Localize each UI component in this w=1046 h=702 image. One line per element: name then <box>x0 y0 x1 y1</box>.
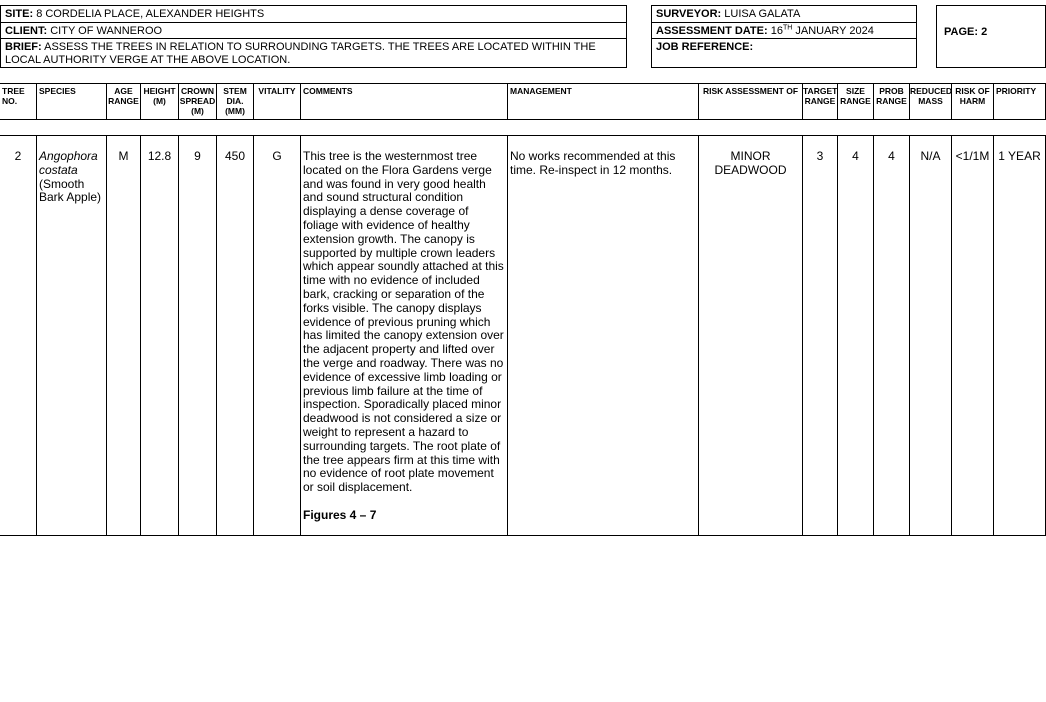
col-vitality: VITALITY <box>254 84 301 120</box>
assessment-date-suffix: TH <box>782 24 793 32</box>
col-species: SPECIES <box>37 84 107 120</box>
species-latin-name: Angophora costata <box>39 149 98 177</box>
cell-species <box>37 136 107 536</box>
col-size-range: SIZE RANGE <box>838 84 874 120</box>
cell-crown-spread: 9 <box>179 136 217 536</box>
col-risk-assessment-of: RISK ASSESSMENT OF <box>699 84 803 120</box>
brief-row <box>1 39 626 67</box>
cell-target-range: 3 <box>803 136 838 536</box>
assessment-date-rest: JANUARY 2024 <box>795 25 874 37</box>
brief-value: ASSESS THE TREES IN RELATION TO SURROUNDING TARGETS. THE TREES ARE LOCATED WITHIN THE LOCAL AUTHORITY VERGE AT THE ABOVE LOCATION. <box>5 41 596 66</box>
col-management: MANAGEMENT <box>508 84 699 120</box>
cell-comments <box>301 136 508 536</box>
client-label: CLIENT: <box>5 25 48 37</box>
col-target-range: TARGET RANGE <box>803 84 838 120</box>
col-reduced-mass: REDUCED MASS <box>910 84 952 120</box>
assessment-date-row <box>652 23 916 39</box>
assessment-date-label: ASSESSMENT DATE: <box>656 25 768 37</box>
col-risk-of-harm: RISK OF HARM <box>952 84 994 120</box>
cell-reduced-mass: N/A <box>910 136 952 536</box>
figures-reference: Figures 4 – 7 <box>303 507 377 522</box>
col-height: HEIGHT (M) <box>141 84 179 120</box>
table-row <box>0 136 1046 536</box>
table-spacer-row <box>0 120 1046 136</box>
client-row <box>1 23 626 39</box>
job-reference-label: JOB REFERENCE: <box>656 41 754 53</box>
site-label: SITE: <box>5 8 34 20</box>
cell-tree-no: 2 <box>0 136 37 536</box>
col-stem-dia: STEM DIA. (MM) <box>217 84 254 120</box>
col-crown-spread: CROWN SPREAD (M) <box>179 84 217 120</box>
cell-vitality: G <box>254 136 301 536</box>
page-number-box <box>936 5 1046 68</box>
client-value: CITY OF WANNEROO <box>50 25 163 37</box>
cell-stem-dia: 450 <box>217 136 254 536</box>
tree-assessment-table <box>0 83 1046 536</box>
page-number: PAGE: 2 <box>944 26 988 38</box>
surveyor-label: SURVEYOR: <box>656 8 722 20</box>
comments-text: This tree is the westernmost tree located on the Flora Gardens verge and was found in very good health and sound structural condition displaying a dense coverage of foliage with evidence of healthy extension growth. The canopy is supported by multiple crown leaders which appear soundly attached at this time with no evidence of included bark, cracking or separation of the forks visible. The canopy displays evidence of previous pruning which has limited the canopy extension over the adjacent property and lifted over the verge and roadway. There was no evidence of excessive limb loading or previous limb failure at the time of inspection. Sporadically placed minor deadwood is not considered a size or weight to represent a hazard to surrounding targets. The root plate of the tree appears firm at this time with no evidence of root plate movement or soil displacement. <box>303 149 504 495</box>
cell-risk-of-harm: <1/1M <box>952 136 994 536</box>
brief-label: BRIEF: <box>5 41 42 53</box>
site-value: 8 CORDELIA PLACE, ALEXANDER HEIGHTS <box>36 8 265 20</box>
assessment-date-day: 16 <box>770 25 783 37</box>
cell-size-range: 4 <box>838 136 874 536</box>
species-common-name: (Smooth Bark Apple) <box>39 176 102 205</box>
cell-priority: 1 YEAR <box>994 136 1046 536</box>
table-header-row <box>0 84 1046 120</box>
cell-management: No works recommended at this time. Re-inspect in 12 months. <box>508 136 699 536</box>
col-tree-no: TREE NO. <box>0 84 37 120</box>
cell-age-range: M <box>107 136 141 536</box>
cell-height: 12.8 <box>141 136 179 536</box>
cell-prob-range: 4 <box>874 136 910 536</box>
col-comments: COMMENTS <box>301 84 508 120</box>
surveyor-row <box>652 6 916 23</box>
col-prob-range: PROB RANGE <box>874 84 910 120</box>
site-row <box>1 6 626 23</box>
surveyor-info-box <box>651 5 917 68</box>
col-priority: PRIORITY <box>994 84 1046 120</box>
col-age-range: AGE RANGE <box>107 84 141 120</box>
surveyor-value: LUISA GALATA <box>724 8 801 20</box>
cell-risk-assessment-of: MINOR DEADWOOD <box>699 136 803 536</box>
job-reference-row <box>652 39 916 67</box>
site-info-box <box>0 5 627 68</box>
